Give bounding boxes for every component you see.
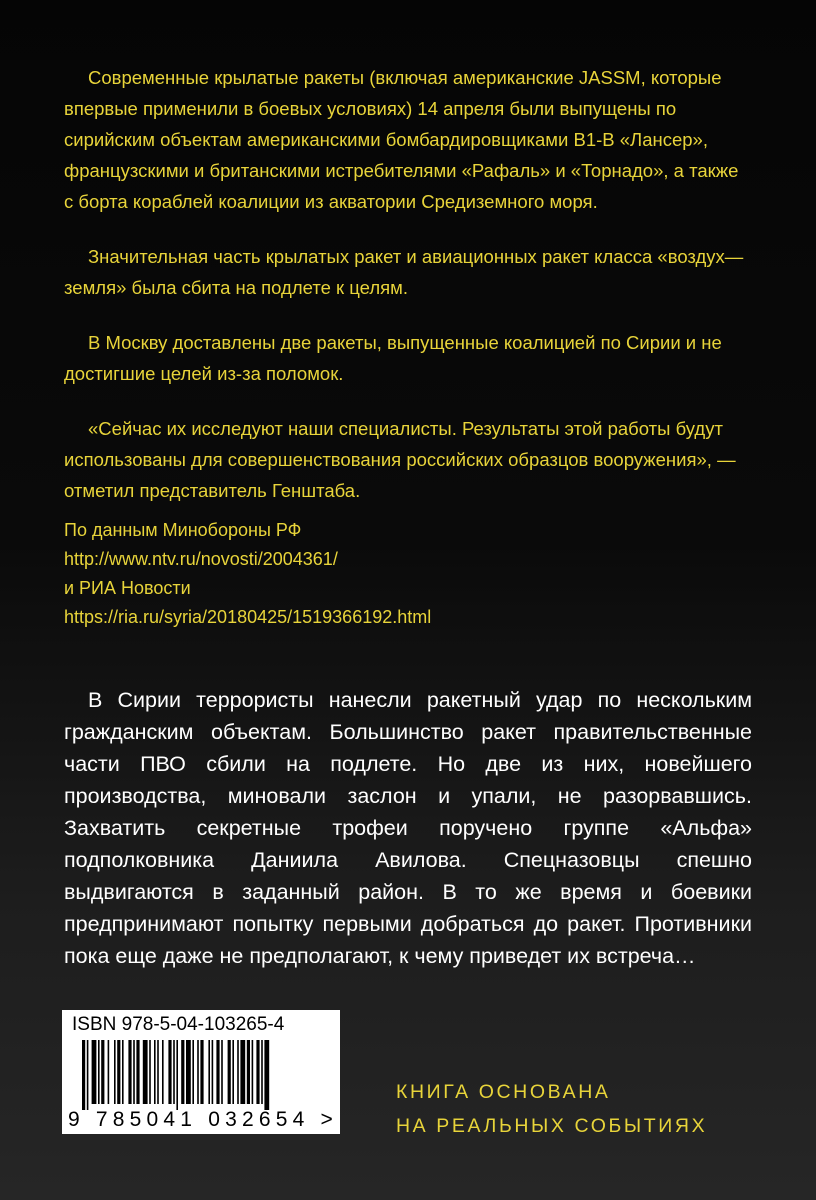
barcode-bar [168,1040,171,1104]
barcode-bar [192,1040,194,1104]
barcode-bar [87,1040,89,1110]
barcode-bar [237,1040,239,1104]
quote-paragraph-4: «Сейчас их исследуют наши специалисты. Результаты этой работы будут использованы для совершенствования российских образцов вооружения», — отметил представитель Генштаба. [64,418,736,501]
tagline [396,1075,756,1143]
barcode-bar [114,1040,116,1104]
barcode-bar [173,1040,175,1104]
barcode-bar [98,1040,100,1104]
barcode-bar [133,1040,135,1104]
barcode-bar [157,1040,159,1104]
barcode-bar [143,1040,148,1104]
quote-paragraph-1: Современные крылатые ракеты (включая американские JASSM, которые впервые применили в боевых условиях) 14 апреля были выпущены по сирийским объектам американскими бомбардировщиками B1-B «Лансер», французскими и британскими истребителями «Рафаль» и «Торнадо», а также с борта кораблей коалиции из акватории Средиземного моря. [64,67,739,212]
barcode-bar [149,1040,151,1104]
barcode-bar [261,1040,263,1104]
isbn-barcode-box [62,1010,340,1134]
source-line-ministry: По данным Минобороны РФ [64,520,302,540]
barcode-bar [200,1040,203,1104]
barcode-bar [92,1040,97,1104]
isbn-label: ISBN 978-5-04-103265-4 [72,1014,285,1035]
barcode-bar [252,1040,254,1104]
barcode-bar [264,1040,269,1110]
barcode-bar [82,1040,85,1110]
quote-block [64,62,744,530]
barcode-bar [128,1040,131,1104]
tagline-line-1: КНИГА ОСНОВАНА [396,1081,611,1103]
barcode-digits: 9 785041 032654 > [68,1108,338,1131]
barcode-bar [247,1040,250,1104]
barcode-bar [108,1040,110,1104]
source-block [64,516,744,632]
barcode-bar [162,1040,164,1104]
barcode-bar [212,1040,214,1104]
quote-paragraph-2: Значительная часть крылатых ракет и авиационных ракет класса «воздух—земля» была сбита на подлете к целям. [64,246,744,298]
barcode-bar [176,1040,178,1110]
barcode-bar [101,1040,104,1104]
source-line-ria: и РИА Новости [64,578,191,598]
quote-paragraph-3: В Москву доставлены две ракеты, выпущенные коалицией по Сирии и не достигшие целей из-за поломок. [64,332,722,384]
barcode-bar [181,1040,184,1104]
barcode-bar [256,1040,259,1104]
barcode-bar [136,1040,139,1104]
barcode-icon [82,1040,326,1110]
barcode-bar [221,1040,223,1104]
tagline-line-2: НА РЕАЛЬНЫХ СОБЫТИЯХ [396,1115,708,1137]
source-url-ria: https://ria.ru/syria/20180425/1519366192.html [64,607,432,627]
barcode-bar [232,1040,234,1104]
barcode-bar [197,1040,199,1104]
barcode-bar [154,1040,156,1104]
barcode-bar [208,1040,210,1104]
barcode-bar [240,1040,245,1104]
barcode-bar [117,1040,120,1104]
book-annotation: В Сирии террористы нанесли ракетный удар по нескольким гражданским объектам. Большинство ракет правительственные части ПВО сбили на подлете. Но две из них, новейшего производства, миновали заслон и упали, не разорвавшись. Захватить секретные трофеи поручено группе «Альфа» подполковника Даниила Авилова. Спецназовцы спешно выдвигаются в заданный район. В то же время и боевики предпринимают попытку первыми добраться до ракет. Противники пока еще даже не предполагают, к чему приведет их встреча… [64,688,752,968]
source-url-ntv: http://www.ntv.ru/novosti/2004361/ [64,549,338,569]
barcode-bar [216,1040,219,1104]
barcode-bar [122,1040,124,1104]
barcode-bar [186,1040,191,1104]
barcode-bar [228,1040,231,1104]
